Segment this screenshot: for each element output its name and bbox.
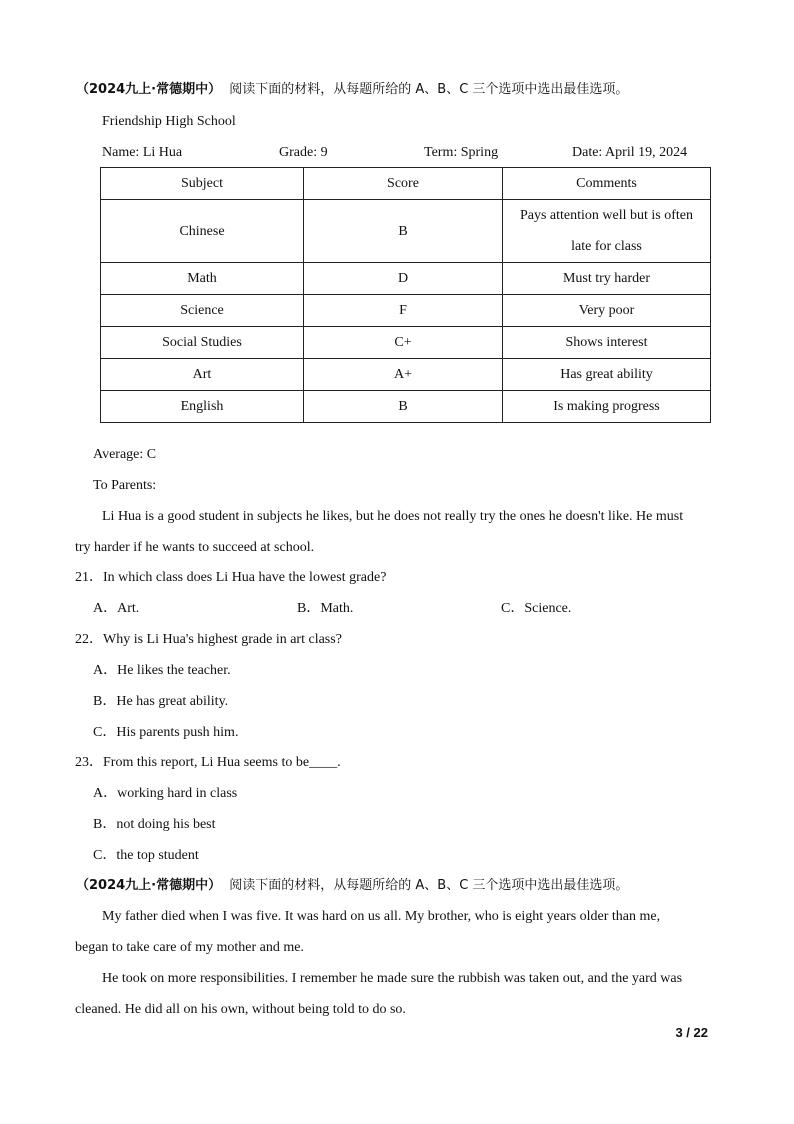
answer-option: A．working hard in class (93, 786, 238, 801)
average-grade: Average: C (93, 447, 157, 462)
subject-cell: Social Studies (101, 327, 304, 359)
answer-option: C．Science. (501, 601, 572, 616)
passage-line: He took on more responsibilities. I remember he made sure the rubbish was taken out, and the yard was (102, 971, 683, 986)
header-score: Score (304, 168, 503, 200)
comment-cell (503, 200, 711, 263)
student-grade: Grade: 9 (279, 145, 328, 160)
comment-cell: Shows interest (503, 327, 711, 359)
answer-option: B．not doing his best (93, 817, 216, 832)
report-card-table (100, 167, 711, 423)
section-2-heading (76, 877, 628, 895)
subject-cell: Chinese (101, 200, 304, 263)
comment-cell: Very poor (503, 295, 711, 327)
report-date: Date: April 19, 2024 (572, 145, 688, 160)
score-cell: B (304, 200, 503, 263)
answer-option: A．Art. (93, 601, 140, 616)
score-cell: D (304, 263, 503, 295)
subject-cell: Math (101, 263, 304, 295)
table-row (101, 200, 711, 263)
question-stem: 21．In which class does Li Hua have the lowest grade? (75, 570, 387, 585)
comment-cell: Must try harder (503, 263, 711, 295)
answer-option: A．He likes the teacher. (93, 663, 231, 678)
table-header-row (101, 168, 711, 200)
to-parents-label: To Parents: (93, 478, 157, 493)
term: Term: Spring (424, 145, 499, 160)
student-name: Name: Li Hua (102, 145, 183, 160)
school-name: Friendship High School (102, 114, 236, 129)
question-stem: 23．From this report, Li Hua seems to be____. (75, 755, 341, 770)
source-tag: （2024九上·常德期中） (76, 82, 222, 97)
passage-line: My father died when I was five. It was hard on us all. My brother, who is eight years older than me, (102, 909, 661, 924)
table-row (101, 327, 711, 359)
table-row (101, 391, 711, 423)
comment-line: late for class (571, 239, 642, 254)
subject-cell: English (101, 391, 304, 423)
table-row (101, 295, 711, 327)
score-cell: B (304, 391, 503, 423)
comment-cell: Is making progress (503, 391, 711, 423)
instruction: 阅读下面的材料，从每题所给的 A、B、C 三个选项中选出最佳选项。 (229, 82, 629, 97)
comment-cell: Has great ability (503, 359, 711, 391)
subject-cell: Art (101, 359, 304, 391)
table-row (101, 359, 711, 391)
header-subject: Subject (101, 168, 304, 200)
passage-line: cleaned. He did all on his own, without being told to do so. (75, 1002, 406, 1017)
comment-line: Pays attention well but is often (519, 208, 694, 223)
source-tag: （2024九上·常德期中） (76, 878, 222, 893)
section-1-heading (76, 81, 628, 99)
question-stem: 22．Why is Li Hua's highest grade in art class? (75, 632, 342, 647)
header-comments: Comments (503, 168, 711, 200)
score-cell: C+ (304, 327, 503, 359)
table-row (101, 263, 711, 295)
passage-line: began to take care of my mother and me. (75, 940, 304, 955)
score-cell: A+ (304, 359, 503, 391)
answer-option: B．Math. (297, 601, 354, 616)
answer-option: C．the top student (93, 848, 199, 863)
instruction: 阅读下面的材料，从每题所给的 A、B、C 三个选项中选出最佳选项。 (229, 878, 629, 893)
page-number: 3 / 22 (675, 1025, 708, 1040)
answer-option: B．He has great ability. (93, 694, 229, 709)
subject-cell: Science (101, 295, 304, 327)
score-cell: F (304, 295, 503, 327)
parent-note-line: Li Hua is a good student in subjects he likes, but he does not really try the ones he doesn't like. He must (102, 509, 684, 524)
parent-note-line: try harder if he wants to succeed at school. (75, 540, 315, 555)
answer-option: C．His parents push him. (93, 725, 239, 740)
